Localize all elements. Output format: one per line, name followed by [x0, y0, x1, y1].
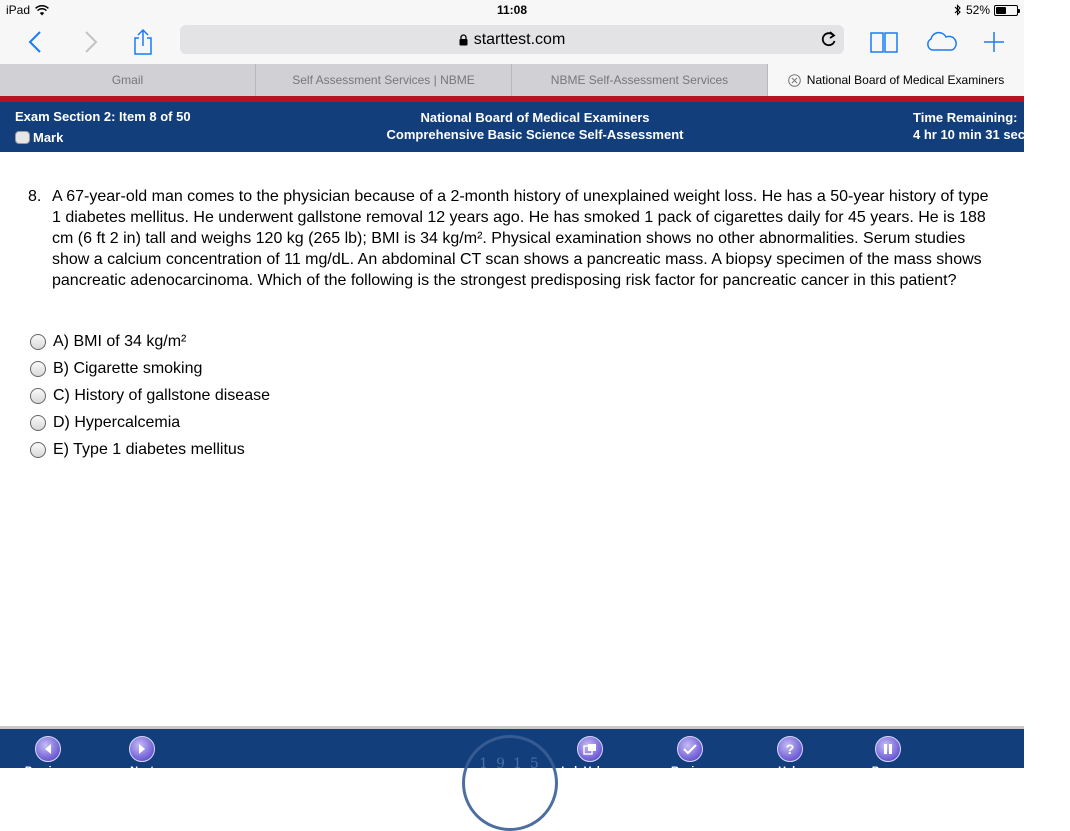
tab-label: Self Assessment Services | NBME — [292, 73, 475, 87]
option-label: E) Type 1 diabetes mellitus — [53, 440, 245, 458]
answer-option-e[interactable] — [30, 436, 270, 463]
answer-option-c[interactable] — [30, 382, 270, 409]
chevron-right-icon — [84, 30, 98, 54]
question-stem — [28, 186, 1000, 291]
next-arrow-icon — [129, 736, 155, 762]
option-label: A) BMI of 34 kg/m² — [53, 332, 187, 350]
new-tab-button[interactable] — [980, 20, 1008, 64]
exam-header — [0, 102, 1024, 152]
tab-label: NBME Self-Assessment Services — [550, 73, 729, 87]
answer-options — [30, 328, 270, 463]
status-bar — [0, 0, 1024, 20]
icloud-tabs-button[interactable] — [922, 20, 960, 64]
lab-values-button[interactable] — [560, 736, 620, 777]
answer-option-d[interactable] — [30, 409, 270, 436]
seal-year: 1915 — [479, 756, 547, 772]
radio-button[interactable] — [30, 415, 46, 431]
bluetooth-icon — [954, 4, 962, 16]
tab-nbme-active[interactable] — [768, 64, 1024, 96]
item-counter: Exam Section 2: Item 8 of 50 — [15, 109, 191, 124]
back-button[interactable] — [20, 20, 50, 64]
close-tab-icon[interactable] — [788, 74, 801, 87]
time-label: Time Remaining: — [913, 110, 1018, 125]
button-label: Review — [671, 765, 709, 777]
tab-label: Gmail — [111, 73, 144, 87]
option-label: C) History of gallstone disease — [53, 386, 270, 404]
bookmarks-button[interactable] — [868, 20, 900, 64]
next-button[interactable] — [112, 736, 172, 777]
review-button[interactable] — [660, 736, 720, 777]
pause-icon — [875, 736, 901, 762]
nbme-seal-logo — [462, 735, 558, 831]
share-icon — [132, 28, 154, 56]
tab-gmail[interactable] — [0, 64, 256, 96]
time-remaining — [913, 109, 1025, 143]
org-name: National Board of Medical Examiners — [420, 110, 650, 125]
tab-bar — [0, 64, 1024, 96]
exam-navigation-bar — [0, 726, 1024, 777]
exam-name: Comprehensive Basic Science Self-Assessment — [386, 127, 684, 142]
time-value: 4 hr 10 min 31 sec — [913, 127, 1026, 142]
tab-label: National Board of Medical Examiners — [806, 73, 1005, 87]
address-bar[interactable] — [180, 25, 844, 54]
radio-button[interactable] — [30, 388, 46, 404]
battery-percent: 52% — [965, 3, 990, 17]
chevron-left-icon — [28, 30, 42, 54]
question-number: 8. — [28, 188, 42, 205]
previous-arrow-icon — [35, 736, 61, 762]
reload-button[interactable] — [820, 29, 838, 54]
mark-label: Mark — [33, 130, 64, 145]
option-label: D) Hypercalcemia — [53, 413, 181, 431]
exam-title — [0, 109, 1070, 143]
answer-option-a[interactable] — [30, 328, 270, 355]
radio-button[interactable] — [30, 361, 46, 377]
help-icon: ? — [777, 736, 803, 762]
lab-values-icon — [577, 736, 603, 762]
share-button[interactable] — [128, 20, 158, 64]
button-label: Lab Values — [561, 765, 619, 777]
url-text: starttest.com — [473, 30, 566, 48]
reload-icon — [820, 29, 838, 49]
button-label: Previous — [24, 765, 72, 777]
review-check-icon — [677, 736, 703, 762]
button-label: Pause — [871, 765, 905, 777]
radio-button[interactable] — [30, 442, 46, 458]
radio-button[interactable] — [30, 334, 46, 350]
battery-level — [996, 7, 1006, 14]
status-right — [954, 3, 1018, 17]
help-button[interactable] — [760, 736, 820, 777]
question-text: A 67-year-old man comes to the physician because of a 2-month history of unexplained weight loss. He has a 50-year history of type 1 diabetes mellitus. He underwent gallstone removal 12 years ago. He has smoked 1 pack of cigarettes daily for 45 years. He is 188 cm (6 ft 2 in) tall and weighs 120 kg (265 lb); BMI is 34 kg/m². Physical examination shows no other abnormalities. Serum studies show a calcium concentration of 11 mg/dL. An abdominal CT scan shows a pancreatic mass. A biopsy specimen of the mass shows pancreatic adenocarcinoma. Which of the following is the strongest predisposing risk factor for pancreatic cancer in this patient? — [52, 188, 989, 289]
forward-button[interactable] — [76, 20, 106, 64]
tab-self-assessment-services[interactable] — [256, 64, 512, 96]
browser-toolbar — [0, 20, 1024, 64]
pause-button[interactable] — [858, 736, 918, 777]
plus-icon — [982, 30, 1006, 54]
clock: 11:08 — [496, 3, 528, 17]
option-label: B) Cigarette smoking — [53, 359, 203, 377]
button-label: Help — [778, 765, 802, 777]
tab-nbme-self-assessment[interactable] — [512, 64, 768, 96]
answer-option-b[interactable] — [30, 355, 270, 382]
bookmarks-book-icon — [870, 31, 898, 53]
battery-icon — [994, 5, 1018, 16]
cloud-icon — [924, 32, 958, 52]
device-name: iPad — [6, 3, 31, 17]
lock-icon — [459, 34, 468, 46]
previous-button[interactable] — [18, 736, 78, 777]
button-label: Next — [130, 765, 154, 777]
